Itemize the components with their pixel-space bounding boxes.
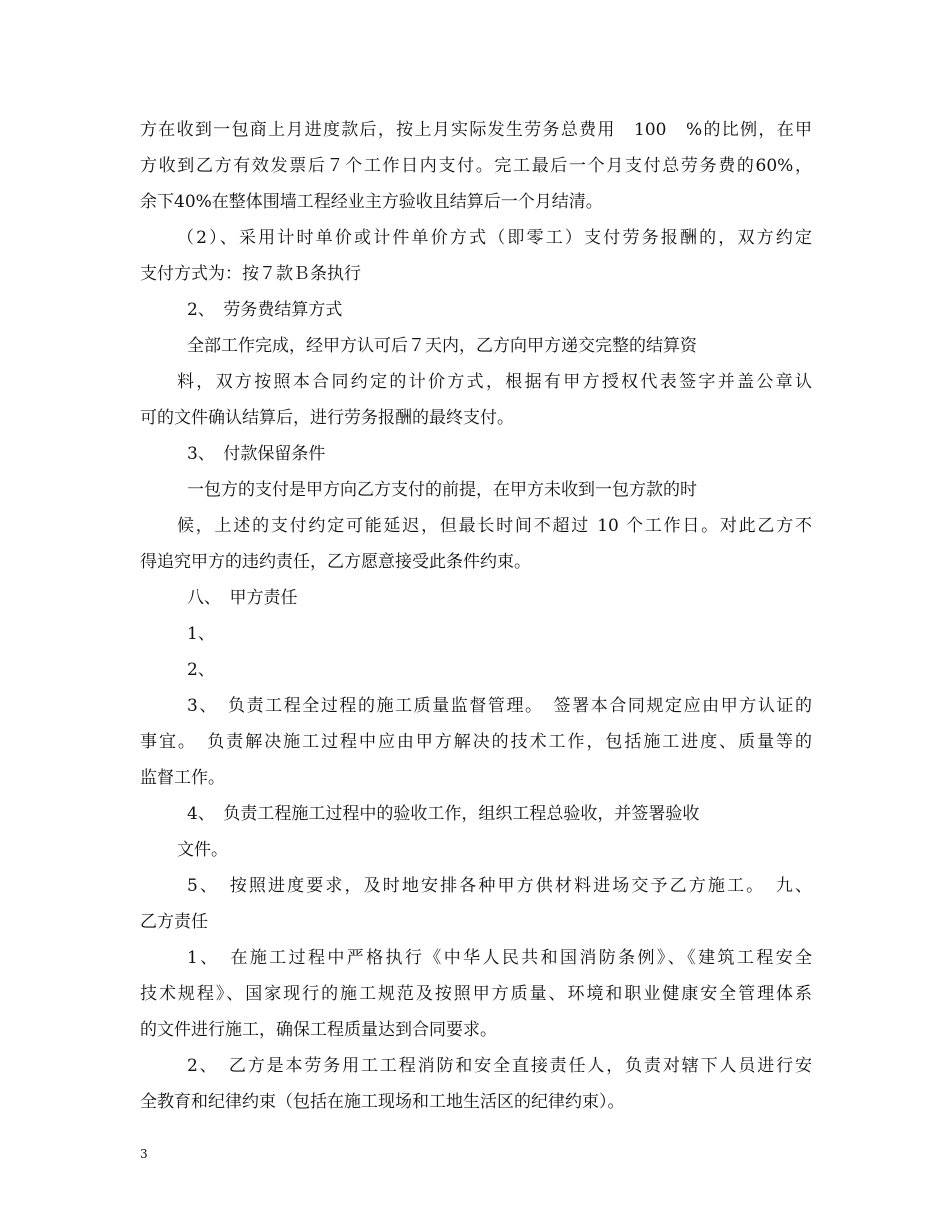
text-line-7: 全部工作完成，经甲方认可后７天内，乙方向甲方递交完整的结算资: [187, 336, 697, 356]
text-line-21: 文件。: [177, 840, 228, 860]
text-line-13: 得追究甲方的违约责任，乙方愿意接受此条件约束。: [140, 552, 531, 572]
text-line-12: 候，上述的支付约定可能延迟，但最长时间不超过 10 个工作日。对此乙方不: [177, 516, 812, 536]
section-heading-payment-settlement: 2、 劳务费结算方式: [187, 300, 343, 320]
text-line-11: 一包方的支付是甲方向乙方支付的前提，在甲方未收到一包方款的时: [187, 480, 697, 500]
section-heading-party-b: 乙方责任: [140, 912, 208, 932]
text-line-8: 料，双方按照本合同约定的计价方式，根据有甲方授权代表签字并盖公章认: [177, 372, 812, 392]
text-line-26: 的文件进行施工，确保工程质量达到合同要求。: [140, 1020, 497, 1040]
page-number: 3: [140, 1147, 148, 1161]
text-line-4: （2）、采用计时单价或计件单价方式（即零工）支付劳务报酬的，双方约定: [177, 228, 812, 248]
text-line-2: 方收到乙方有效发票后７个工作日内支付。完工最后一个月支付总劳务费的60%，: [140, 156, 812, 176]
text-line-28: 全教育和纪律约束（包括在施工现场和工地生活区的纪律约束）。: [140, 1092, 625, 1112]
section-heading-party-a: 八、 甲方责任: [187, 588, 298, 608]
list-item-a3: 3、 负责工程全过程的施工质量监督管理。 签署本合同规定应由甲方认证的: [187, 696, 812, 716]
text-line-5: 支付方式为：按７款Ｂ条执行: [140, 264, 361, 284]
text-line-19: 监督工作。: [140, 768, 225, 788]
list-item-b1: 1、 在施工过程中严格执行《中华人民共和国消防条例》、《建筑工程安全: [187, 948, 812, 968]
text-line-18: 事宜。 负责解决施工过程中应由甲方解决的技术工作，包括施工进度、质量等的: [140, 732, 812, 752]
text-line-9: 可的文件确认结算后，进行劳务报酬的最终支付。: [140, 408, 514, 428]
list-item-b2: 2、 乙方是本劳务用工工程消防和安全直接责任人，负责对辖下人员进行安: [187, 1056, 812, 1076]
list-item-a5: 5、 按照进度要求，及时地安排各种甲方供材料进场交予乙方施工。 九、: [187, 876, 812, 896]
text-line-3: 余下40%在整体围墙工程经业主方验收且结算后一个月结清。: [140, 192, 603, 212]
text-line-25: 技术规程》、国家现行的施工规范及按照甲方质量、环境和职业健康安全管理体系: [140, 984, 812, 1004]
section-heading-payment-retention: 3、 付款保留条件: [187, 444, 326, 464]
list-item-a4: 4、 负责工程施工过程中的验收工作，组织工程总验收，并签署验收: [187, 804, 700, 824]
text-line-1: 方在收到一包商上月进度款后，按上月实际发生劳务总费用 100 %的比例，在甲: [140, 120, 812, 140]
list-item-a1: 1、: [187, 624, 215, 644]
list-item-a2: 2、: [187, 660, 215, 680]
